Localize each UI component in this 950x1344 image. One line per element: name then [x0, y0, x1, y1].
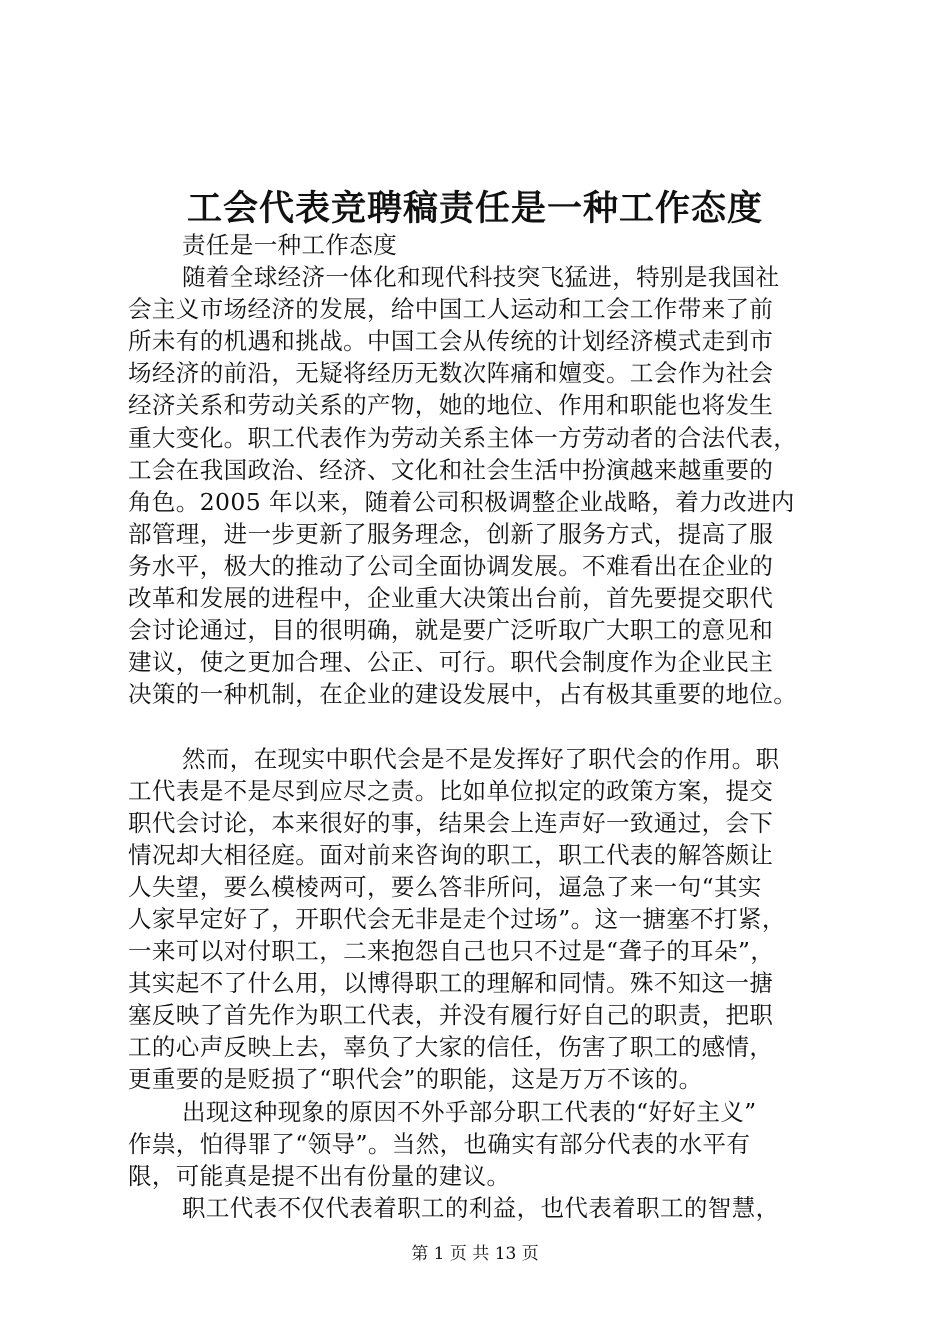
text-line: 其实起不了什么用，以博得职工的理解和同情。殊不知这一搪: [128, 969, 774, 998]
text-line: 工代表是不是尽到应尽之责。比如单位拟定的政策方案，提交: [128, 776, 774, 805]
text-line: 务水平，极大的推动了公司全面协调发展。不难看出在企业的: [128, 551, 774, 580]
text-line: 更重要的是贬损了“职代会”的职能，这是万万不该的。: [128, 1065, 703, 1094]
page-footer: 第 1 页 共 13 页: [411, 1244, 539, 1264]
text-line: 人家早定好了，开职代会无非是走个过场”。这一搪塞不打紧，: [128, 904, 786, 933]
text-line: 经济关系和劳动关系的产物，她的地位、作用和职能也将发生: [128, 391, 774, 420]
text-line: 工会在我国政治、经济、文化和社会生活中扮演越来越重要的: [128, 455, 774, 484]
text-line: 所未有的机遇和挑战。中国工会从传统的计划经济模式走到市: [128, 327, 774, 356]
text-line: 职代会讨论，本来很好的事，结果会上连声好一致通过，会下: [128, 808, 774, 837]
text-line: 角色。2005 年以来，随着公司积极调整企业战略，着力改进内: [128, 487, 795, 516]
text-line: 部管理，进一步更新了服务理念，创新了服务方式，提高了服: [128, 519, 774, 548]
text-line: 然而，在现实中职代会是不是发挥好了职代会的作用。职: [182, 744, 780, 773]
text-line: 作祟，怕得罪了“领导”。当然，也确实有部分代表的水平有: [128, 1129, 751, 1158]
page-title: 工会代表竞聘稿责任是一种工作态度: [186, 188, 763, 229]
text-line: 出现这种现象的原因不外乎部分职工代表的“好好主义”: [182, 1097, 757, 1126]
text-line: 限，可能真是提不出有份量的建议。: [128, 1161, 511, 1190]
document-body: [128, 229, 840, 1224]
text-line: 会讨论通过，目的很明确，就是要广泛听取广大职工的意见和: [128, 616, 774, 645]
text-line: 场经济的前沿，无疑将经历无数次阵痛和嬗变。工会作为社会: [128, 359, 774, 388]
text-line: 改革和发展的进程中，企业重大决策出台前，首先要提交职代: [128, 584, 774, 613]
text-line: 责任是一种工作态度: [182, 231, 398, 259]
text-line: 随着全球经济一体化和现代科技突飞猛进，特别是我国社: [182, 263, 780, 292]
text-line: 塞反映了首先作为职工代表，并没有履行好自己的职责，把职: [128, 1001, 774, 1030]
text-line: 工的心声反映上去，辜负了大家的信任，伤害了职工的感情，: [128, 1033, 774, 1062]
text-line: 建议，使之更加合理、公正、可行。职代会制度作为企业民主: [128, 648, 774, 677]
text-line: 职工代表不仅代表着职工的利益，也代表着职工的智慧，: [182, 1193, 780, 1222]
text-line: 重大变化。职工代表作为劳动关系主体一方劳动者的合法代表，: [128, 423, 798, 452]
text-line: 决策的一种机制，在企业的建设发展中，占有极其重要的地位。: [128, 680, 798, 709]
text-line: 人失望，要么模棱两可，要么答非所问，逼急了来一句“其实: [128, 872, 762, 901]
text-line: 会主义市场经济的发展，给中国工人运动和工会工作带来了前: [128, 295, 774, 324]
text-line: 情况却大相径庭。面对前来咨询的职工，职工代表的解答颇让: [128, 840, 774, 869]
text-line: 一来可以对付职工，二来抱怨自己也只不过是“聋子的耳朵”，: [128, 937, 775, 966]
blank-line: [128, 710, 840, 742]
